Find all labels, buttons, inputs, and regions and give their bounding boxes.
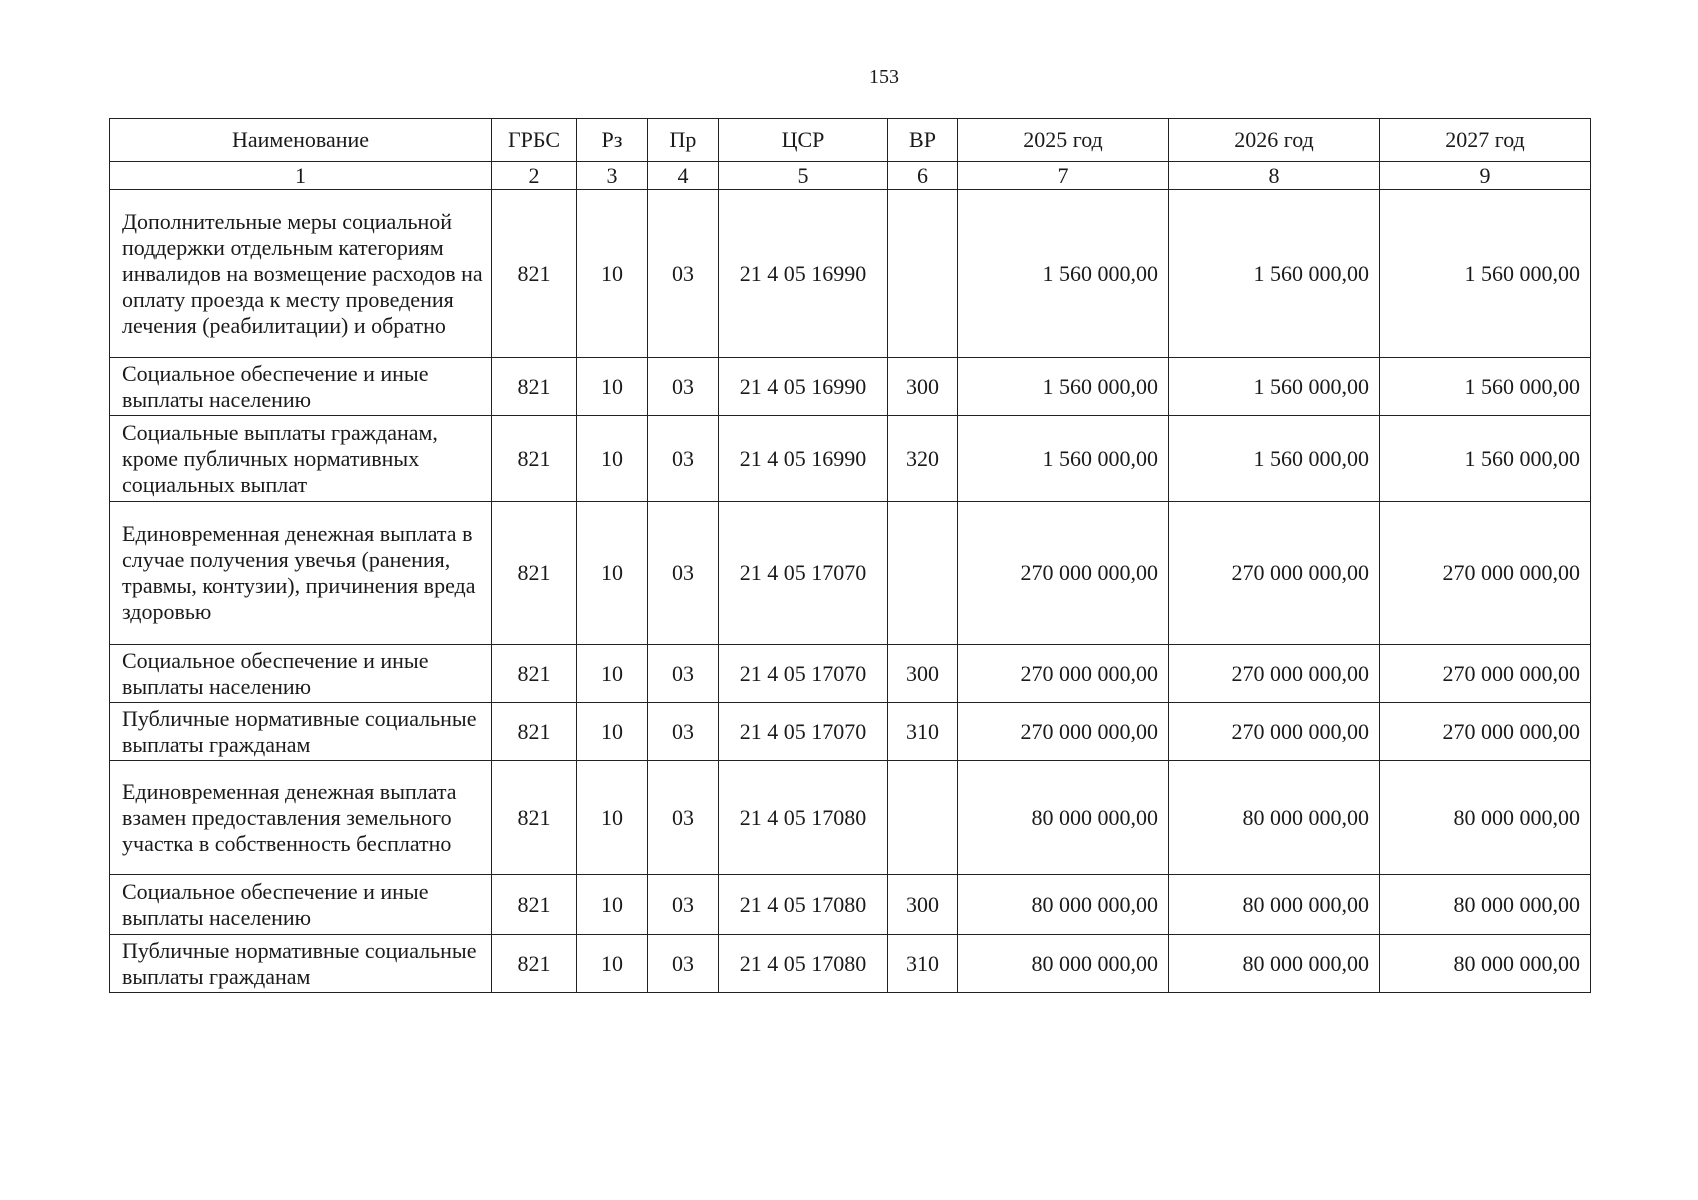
column-number: 9 — [1380, 162, 1591, 190]
row-2026: 80 000 000,00 — [1169, 935, 1380, 993]
row-csr: 21 4 05 16990 — [719, 358, 888, 416]
row-grbs: 821 — [492, 703, 577, 761]
row-rz: 10 — [577, 645, 648, 703]
row-grbs: 821 — [492, 875, 577, 935]
row-2025: 270 000 000,00 — [958, 703, 1169, 761]
row-vr: 300 — [888, 875, 958, 935]
row-2026: 80 000 000,00 — [1169, 875, 1380, 935]
row-csr: 21 4 05 17080 — [719, 761, 888, 875]
row-2027: 270 000 000,00 — [1380, 703, 1591, 761]
row-name: Дополнительные меры социальной поддержки отдельным категориям инвалидов на возмещение расходов на оплату проезда к месту проведения лечения (реабилитации) и обратно — [110, 190, 492, 358]
row-pr: 03 — [648, 358, 719, 416]
row-pr: 03 — [648, 935, 719, 993]
col-header-name: Наименование — [110, 119, 492, 162]
row-2026: 80 000 000,00 — [1169, 761, 1380, 875]
row-pr: 03 — [648, 502, 719, 645]
row-2025: 80 000 000,00 — [958, 761, 1169, 875]
row-rz: 10 — [577, 502, 648, 645]
row-vr: 300 — [888, 645, 958, 703]
table-row — [110, 416, 1591, 502]
row-rz: 10 — [577, 875, 648, 935]
row-2026: 270 000 000,00 — [1169, 703, 1380, 761]
row-name: Единовременная денежная выплата взамен предоставления земельного участка в собственность бесплатно — [110, 761, 492, 875]
row-rz: 10 — [577, 703, 648, 761]
row-grbs: 821 — [492, 761, 577, 875]
row-grbs: 821 — [492, 502, 577, 645]
row-2026: 270 000 000,00 — [1169, 645, 1380, 703]
column-number: 3 — [577, 162, 648, 190]
row-pr: 03 — [648, 761, 719, 875]
row-vr — [888, 761, 958, 875]
row-rz: 10 — [577, 935, 648, 993]
column-number-row — [110, 162, 1591, 190]
row-grbs: 821 — [492, 358, 577, 416]
row-2026: 1 560 000,00 — [1169, 358, 1380, 416]
row-2025: 1 560 000,00 — [958, 358, 1169, 416]
row-vr — [888, 502, 958, 645]
row-2027: 270 000 000,00 — [1380, 645, 1591, 703]
table-row — [110, 358, 1591, 416]
row-csr: 21 4 05 17080 — [719, 875, 888, 935]
row-name: Единовременная денежная выплата в случае получения увечья (ранения, травмы, контузии), причинения вреда здоровью — [110, 502, 492, 645]
row-grbs: 821 — [492, 935, 577, 993]
row-grbs: 821 — [492, 645, 577, 703]
column-number: 4 — [648, 162, 719, 190]
row-pr: 03 — [648, 416, 719, 502]
row-vr: 310 — [888, 703, 958, 761]
row-pr: 03 — [648, 645, 719, 703]
row-2025: 270 000 000,00 — [958, 645, 1169, 703]
row-2027: 1 560 000,00 — [1380, 190, 1591, 358]
row-grbs: 821 — [492, 190, 577, 358]
col-header-grbs: ГРБС — [492, 119, 577, 162]
row-vr: 320 — [888, 416, 958, 502]
column-number: 6 — [888, 162, 958, 190]
col-header-2027: 2027 год — [1380, 119, 1591, 162]
row-2027: 80 000 000,00 — [1380, 761, 1591, 875]
table-row — [110, 875, 1591, 935]
column-number: 2 — [492, 162, 577, 190]
row-pr: 03 — [648, 190, 719, 358]
budget-table — [109, 118, 1591, 993]
column-number: 5 — [719, 162, 888, 190]
row-rz: 10 — [577, 190, 648, 358]
row-2025: 270 000 000,00 — [958, 502, 1169, 645]
row-pr: 03 — [648, 875, 719, 935]
page-number: 153 — [869, 66, 899, 88]
row-csr: 21 4 05 16990 — [719, 416, 888, 502]
row-name: Социальное обеспечение и иные выплаты населению — [110, 875, 492, 935]
table-row — [110, 645, 1591, 703]
row-2025: 80 000 000,00 — [958, 875, 1169, 935]
row-2026: 1 560 000,00 — [1169, 190, 1380, 358]
table-row — [110, 190, 1591, 358]
row-2025: 1 560 000,00 — [958, 416, 1169, 502]
row-csr: 21 4 05 17070 — [719, 703, 888, 761]
row-csr: 21 4 05 17080 — [719, 935, 888, 993]
row-rz: 10 — [577, 416, 648, 502]
row-name: Публичные нормативные социальные выплаты гражданам — [110, 935, 492, 993]
column-number: 7 — [958, 162, 1169, 190]
row-name: Социальное обеспечение и иные выплаты населению — [110, 358, 492, 416]
row-grbs: 821 — [492, 416, 577, 502]
column-number: 8 — [1169, 162, 1380, 190]
row-csr: 21 4 05 17070 — [719, 502, 888, 645]
row-vr — [888, 190, 958, 358]
table-row — [110, 935, 1591, 993]
table-row — [110, 703, 1591, 761]
row-2027: 270 000 000,00 — [1380, 502, 1591, 645]
row-vr: 300 — [888, 358, 958, 416]
col-header-2026: 2026 год — [1169, 119, 1380, 162]
row-name: Социальное обеспечение и иные выплаты населению — [110, 645, 492, 703]
row-2025: 1 560 000,00 — [958, 190, 1169, 358]
col-header-2025: 2025 год — [958, 119, 1169, 162]
col-header-csr: ЦСР — [719, 119, 888, 162]
col-header-vr: ВР — [888, 119, 958, 162]
row-vr: 310 — [888, 935, 958, 993]
row-rz: 10 — [577, 761, 648, 875]
row-2026: 270 000 000,00 — [1169, 502, 1380, 645]
column-number: 1 — [110, 162, 492, 190]
header-row — [110, 119, 1591, 162]
row-name: Публичные нормативные социальные выплаты гражданам — [110, 703, 492, 761]
row-2027: 80 000 000,00 — [1380, 935, 1591, 993]
row-2027: 1 560 000,00 — [1380, 416, 1591, 502]
table-row — [110, 761, 1591, 875]
row-2027: 80 000 000,00 — [1380, 875, 1591, 935]
row-rz: 10 — [577, 358, 648, 416]
row-2025: 80 000 000,00 — [958, 935, 1169, 993]
row-name: Социальные выплаты гражданам, кроме публичных нормативных социальных выплат — [110, 416, 492, 502]
row-pr: 03 — [648, 703, 719, 761]
row-csr: 21 4 05 17070 — [719, 645, 888, 703]
table-row — [110, 502, 1591, 645]
row-2027: 1 560 000,00 — [1380, 358, 1591, 416]
row-2026: 1 560 000,00 — [1169, 416, 1380, 502]
col-header-pr: Пр — [648, 119, 719, 162]
col-header-rz: Рз — [577, 119, 648, 162]
row-csr: 21 4 05 16990 — [719, 190, 888, 358]
